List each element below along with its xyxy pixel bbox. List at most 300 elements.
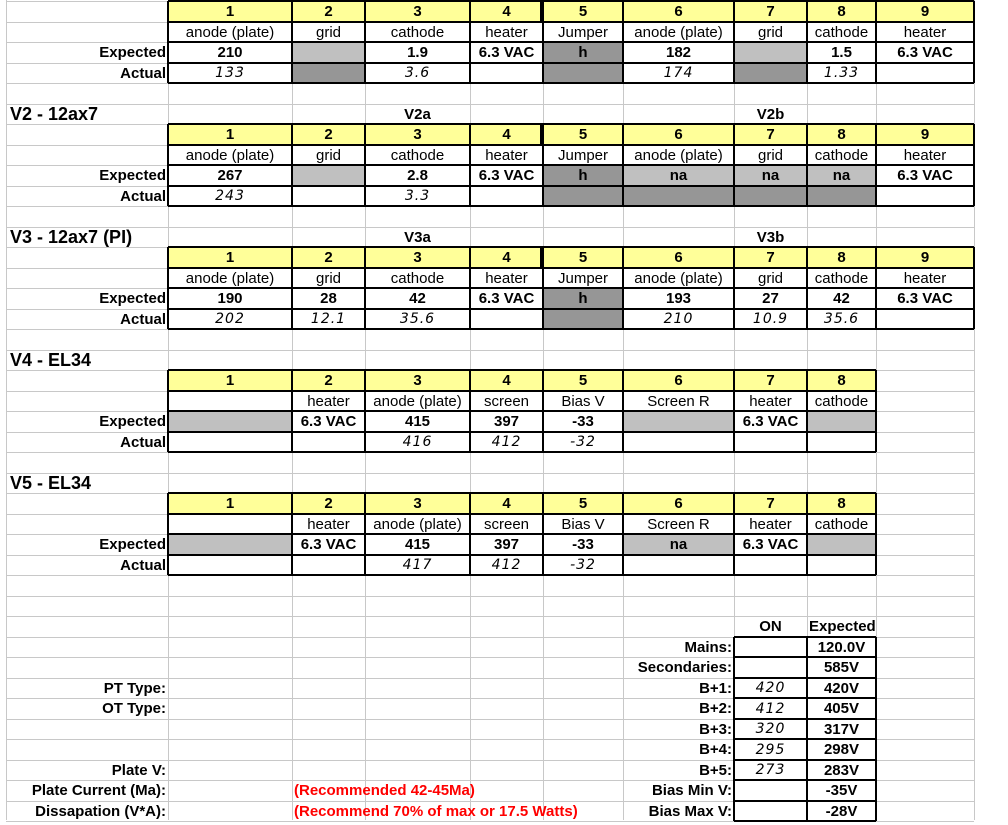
- grid-line: [806, 1, 808, 83]
- summary-label: B+3:: [699, 720, 732, 738]
- grid-line: [469, 493, 471, 575]
- grid-line: [168, 328, 974, 330]
- pin-function: cathode: [390, 146, 445, 164]
- actual-label: Actual: [120, 556, 166, 574]
- summary-label: B+5:: [699, 761, 732, 779]
- pin-function: Jumper: [557, 269, 609, 287]
- on-value[interactable]: 420: [755, 680, 786, 696]
- pin-function: [168, 391, 292, 411]
- expected-value[interactable]: na: [807, 165, 876, 186]
- actual-value[interactable]: 10.9: [752, 311, 789, 327]
- pin-function: cathode: [390, 269, 445, 287]
- pin-number: 2: [292, 370, 365, 391]
- expected-label: Expected: [99, 167, 166, 184]
- expected-value[interactable]: 415: [404, 413, 431, 430]
- expected-voltage: 120.0V: [817, 638, 866, 656]
- on-value[interactable]: 295: [755, 741, 786, 758]
- actual-value[interactable]: [623, 555, 734, 575]
- actual-value[interactable]: 35.6: [823, 311, 860, 327]
- expected-voltage: 283V: [823, 761, 860, 779]
- expected-label: Expected: [99, 44, 166, 61]
- actual-value[interactable]: [470, 309, 543, 329]
- left-label-dissipation: Dissapation (V*A):: [35, 802, 166, 820]
- pin-number: 7: [734, 124, 807, 145]
- grid-line: [167, 247, 169, 329]
- grid-line: [168, 410, 876, 412]
- expected-value[interactable]: 6.3 VAC: [897, 167, 953, 184]
- grid-line: [734, 759, 876, 761]
- actual-value[interactable]: [543, 309, 623, 329]
- actual-value[interactable]: [734, 555, 807, 575]
- grid-line: [542, 370, 544, 452]
- actual-value[interactable]: 243: [215, 188, 245, 204]
- actual-value[interactable]: [734, 186, 807, 206]
- grid-line: [622, 124, 624, 206]
- grid-line: [364, 247, 366, 329]
- left-label-plate-current: Plate Current (Ma):: [31, 782, 166, 799]
- pin-function: heater: [749, 392, 792, 410]
- expected-value[interactable]: [168, 534, 292, 555]
- expected-value[interactable]: [292, 165, 365, 186]
- expected-value[interactable]: 6.3 VAC: [300, 413, 357, 430]
- expected-value[interactable]: 28: [320, 290, 337, 307]
- pin-function: grid: [757, 23, 783, 41]
- actual-value[interactable]: [168, 432, 292, 452]
- grid-line: [806, 493, 808, 575]
- grid-line: [542, 493, 544, 575]
- expected-value[interactable]: [807, 534, 876, 555]
- section-title: V4 - EL34: [10, 350, 92, 370]
- pin-number: 7: [734, 1, 807, 22]
- pin-number: 9: [876, 1, 974, 22]
- grid-line: [364, 124, 366, 206]
- grid-line: [733, 1, 735, 83]
- grid-line: [291, 124, 293, 206]
- pin-number: 4: [470, 247, 543, 268]
- summary-label: Bias Min V:: [651, 782, 732, 799]
- expected-value[interactable]: 1.5: [831, 44, 852, 61]
- pin-number: 8: [807, 124, 876, 145]
- expected-value[interactable]: na: [734, 165, 807, 186]
- pin-number: 6: [623, 247, 734, 268]
- expected-value[interactable]: [807, 411, 876, 432]
- grid-line: [168, 513, 876, 515]
- pin-function: Jumper: [557, 23, 609, 41]
- grid-line: [168, 246, 974, 248]
- grid-line: [168, 431, 876, 433]
- grid-line: [168, 144, 974, 146]
- grid-line: [734, 738, 876, 740]
- pin-function: grid: [757, 146, 783, 164]
- summary-label: B+1:: [699, 679, 732, 697]
- summary-label: Mains:: [684, 638, 732, 656]
- expected-voltage: -28V: [825, 802, 858, 820]
- grid-line: [168, 390, 876, 392]
- expected-label: Expected: [99, 290, 166, 307]
- actual-value[interactable]: 412: [491, 434, 522, 450]
- expected-value[interactable]: h: [543, 165, 623, 186]
- expected-label: Expected: [99, 413, 166, 430]
- actual-value[interactable]: [543, 63, 623, 83]
- grid-line: [469, 1, 471, 83]
- expected-value[interactable]: [623, 411, 734, 432]
- actual-value[interactable]: [807, 432, 876, 452]
- actual-value[interactable]: [292, 63, 365, 83]
- actual-value[interactable]: [470, 63, 543, 83]
- expected-voltage: 405V: [823, 700, 860, 717]
- expected-value[interactable]: 42: [409, 290, 426, 307]
- grid-line: [6, 596, 974, 597]
- grid-line: [875, 493, 877, 575]
- on-value[interactable]: 320: [755, 721, 786, 737]
- grid-line: [168, 123, 974, 125]
- grid-line: [875, 247, 877, 329]
- grid-line: [167, 493, 169, 575]
- pin-number: 6: [623, 493, 734, 514]
- actual-value[interactable]: 417: [402, 557, 433, 573]
- half-b-label: V2b: [756, 105, 785, 123]
- grid-line: [291, 1, 293, 83]
- expected-value[interactable]: 6.3 VAC: [478, 167, 535, 184]
- summary-label: B+2:: [699, 700, 732, 717]
- actual-value[interactable]: [623, 432, 734, 452]
- expected-value[interactable]: 6.3 VAC: [742, 413, 799, 430]
- expected-label: Expected: [99, 536, 166, 553]
- pin-function: heater: [485, 146, 528, 164]
- grid-line: [733, 493, 735, 575]
- expected-value[interactable]: 6.3 VAC: [478, 44, 535, 61]
- pin-number: 1: [168, 1, 292, 22]
- grid-line: [734, 718, 876, 720]
- pin-function: anode (plate): [373, 392, 462, 410]
- pin-number: 3: [365, 1, 470, 22]
- actual-value[interactable]: [292, 432, 365, 452]
- grid-line: [974, 0, 975, 820]
- pin-function: heater: [307, 392, 350, 410]
- actual-value[interactable]: [292, 186, 365, 206]
- actual-value[interactable]: -32: [570, 434, 596, 450]
- grid-line: [734, 636, 876, 638]
- pin-function: screen: [483, 515, 530, 533]
- pin-function: cathode: [814, 515, 869, 533]
- grid-line: [622, 1, 624, 83]
- pin-number: 7: [734, 493, 807, 514]
- expected-voltage: 420V: [823, 679, 860, 697]
- grid-line: [168, 82, 974, 84]
- grid-line: [168, 492, 876, 494]
- expected-column-header: Expected: [809, 618, 876, 635]
- pin-number: 5: [543, 1, 623, 22]
- grid-line: [364, 493, 366, 575]
- actual-value[interactable]: 12.1: [310, 311, 347, 327]
- pin-number: 8: [807, 247, 876, 268]
- grid-line: [973, 247, 975, 329]
- expected-value[interactable]: 190: [217, 290, 243, 307]
- pin-function: Bias V: [561, 515, 605, 533]
- actual-value[interactable]: 1.33: [823, 65, 860, 81]
- actual-value[interactable]: [876, 309, 974, 329]
- expected-value[interactable]: -33: [572, 536, 594, 553]
- summary-label: Secondaries:: [637, 659, 732, 676]
- pin-function: cathode: [814, 392, 869, 410]
- expected-value[interactable]: 6.3 VAC: [897, 44, 953, 61]
- grid-line: [541, 1, 543, 22]
- grid-line: [622, 493, 624, 575]
- pin-number: 1: [168, 493, 292, 514]
- grid-line: [291, 247, 293, 329]
- expected-value[interactable]: na: [623, 165, 734, 186]
- actual-value[interactable]: [543, 186, 623, 206]
- pin-number: 2: [292, 247, 365, 268]
- grid-line: [734, 800, 876, 802]
- pin-function: anode (plate): [373, 515, 462, 533]
- half-a-label: V3a: [404, 228, 431, 246]
- grid-line: [734, 677, 876, 679]
- pin-number: 5: [543, 370, 623, 391]
- pin-function: anode (plate): [185, 269, 275, 287]
- grid-line: [364, 1, 366, 83]
- expected-value[interactable]: 193: [665, 290, 692, 307]
- on-value[interactable]: [734, 780, 807, 801]
- pin-number: 3: [365, 124, 470, 145]
- pin-function: grid: [757, 269, 783, 287]
- summary-label: Bias Max V:: [648, 802, 732, 820]
- pin-function: heater: [485, 23, 528, 41]
- pin-number: 1: [168, 247, 292, 268]
- grid-line: [168, 0, 974, 2]
- actual-value[interactable]: [168, 555, 292, 575]
- actual-value[interactable]: [807, 555, 876, 575]
- pin-number: 8: [807, 370, 876, 391]
- expected-value[interactable]: 42: [833, 290, 850, 307]
- expected-value[interactable]: [168, 411, 292, 432]
- grid-line: [291, 370, 293, 452]
- actual-value[interactable]: [292, 555, 365, 575]
- section-title: V3 - 12ax7 (PI): [10, 227, 133, 247]
- grid-line: [875, 1, 877, 83]
- actual-value[interactable]: 412: [491, 557, 522, 573]
- grid-line: [168, 21, 974, 23]
- grid-line: [167, 124, 169, 206]
- actual-value[interactable]: [623, 186, 734, 206]
- grid-line: [734, 697, 876, 699]
- left-label-pt: PT Type:: [103, 679, 166, 697]
- pin-number: 6: [623, 1, 734, 22]
- grid-line: [806, 124, 808, 206]
- pin-number: 9: [876, 124, 974, 145]
- pin-number: 2: [292, 124, 365, 145]
- actual-value[interactable]: 416: [402, 434, 433, 450]
- grid-line: [168, 369, 876, 371]
- pin-number: 3: [365, 493, 470, 514]
- expected-value[interactable]: 1.9: [407, 44, 428, 61]
- pin-number: 8: [807, 493, 876, 514]
- pin-function: grid: [315, 23, 341, 41]
- pin-number: 8: [807, 1, 876, 22]
- grid-line: [806, 370, 808, 452]
- pin-function: heater: [903, 23, 947, 41]
- pin-number: 5: [543, 493, 623, 514]
- grid-line: [541, 247, 543, 268]
- actual-value[interactable]: [470, 186, 543, 206]
- grid-line: [168, 164, 974, 166]
- grid-line: [364, 370, 366, 452]
- pin-number: 3: [365, 247, 470, 268]
- actual-value[interactable]: 3.3: [404, 188, 431, 204]
- pin-number: 9: [876, 247, 974, 268]
- pin-number: 6: [623, 124, 734, 145]
- expected-voltage: -35V: [825, 782, 858, 799]
- pin-function: heater: [749, 515, 792, 533]
- pin-function: anode (plate): [634, 269, 723, 287]
- pin-number: 7: [734, 247, 807, 268]
- expected-value[interactable]: 267: [217, 167, 243, 184]
- actual-value[interactable]: 174: [663, 65, 694, 81]
- pin-function: Bias V: [561, 392, 605, 410]
- on-value[interactable]: 273: [755, 762, 786, 778]
- pin-function: grid: [315, 269, 341, 287]
- pin-function: Screen R: [647, 515, 710, 533]
- grid-line: [291, 493, 293, 575]
- actual-value[interactable]: 35.6: [399, 311, 436, 327]
- expected-value[interactable]: [734, 42, 807, 63]
- actual-value[interactable]: [876, 186, 974, 206]
- pin-number: 2: [292, 493, 365, 514]
- grid-line: [973, 124, 975, 206]
- grid-line: [733, 637, 735, 821]
- pin-number: 5: [543, 124, 623, 145]
- grid-line: [168, 554, 876, 556]
- grid-line: [622, 370, 624, 452]
- grid-line: [167, 1, 169, 83]
- grid-line: [469, 124, 471, 206]
- on-value[interactable]: 412: [755, 700, 786, 717]
- expected-value[interactable]: [292, 42, 365, 63]
- expected-value[interactable]: 210: [217, 44, 243, 61]
- pin-function: Jumper: [557, 146, 609, 164]
- expected-voltage: 317V: [823, 720, 860, 738]
- pin-function: heater: [903, 269, 947, 287]
- pin-number: 1: [168, 370, 292, 391]
- grid-line: [168, 451, 876, 453]
- grid-line: [875, 124, 877, 206]
- expected-value[interactable]: 6.3 VAC: [478, 290, 535, 307]
- grid-line: [168, 308, 974, 310]
- actual-value[interactable]: 133: [215, 65, 245, 81]
- pin-number: 1: [168, 124, 292, 145]
- on-column-header: ON: [759, 618, 782, 635]
- on-value[interactable]: [734, 637, 807, 657]
- actual-value[interactable]: [734, 63, 807, 83]
- grid-line: [734, 820, 876, 822]
- expected-value[interactable]: h: [543, 288, 623, 309]
- expected-value[interactable]: 27: [762, 290, 779, 307]
- pin-function: Screen R: [647, 392, 710, 410]
- pin-function: anode (plate): [634, 23, 723, 41]
- pin-function: heater: [485, 269, 528, 287]
- pin-function: heater: [903, 146, 947, 164]
- summary-label: B+4:: [699, 741, 732, 758]
- expected-value[interactable]: 397: [493, 536, 520, 553]
- actual-value[interactable]: [734, 432, 807, 452]
- expected-value[interactable]: 2.8: [407, 167, 428, 184]
- expected-value[interactable]: 415: [404, 536, 431, 553]
- pin-function: anode (plate): [634, 146, 723, 164]
- on-value[interactable]: [734, 657, 807, 678]
- pin-function: screen: [483, 392, 530, 410]
- expected-value[interactable]: 182: [665, 44, 692, 61]
- pin-function: anode (plate): [185, 146, 275, 164]
- pin-function: cathode: [814, 23, 869, 41]
- on-value[interactable]: [734, 801, 807, 821]
- pin-number: 6: [623, 370, 734, 391]
- pin-number: 5: [543, 247, 623, 268]
- grid-line: [469, 370, 471, 452]
- actual-value[interactable]: 210: [663, 311, 694, 327]
- section-title: V5 - EL34: [10, 473, 92, 493]
- half-a-label: V2a: [404, 105, 431, 123]
- expected-value[interactable]: 6.3 VAC: [300, 536, 357, 553]
- grid-line: [734, 779, 876, 781]
- grid-line: [469, 247, 471, 329]
- pin-function: cathode: [814, 269, 869, 287]
- actual-value[interactable]: [807, 186, 876, 206]
- expected-value[interactable]: h: [543, 42, 623, 63]
- actual-value[interactable]: 202: [215, 311, 245, 327]
- expected-value[interactable]: 397: [493, 413, 520, 430]
- expected-value[interactable]: na: [623, 534, 734, 555]
- actual-value[interactable]: [876, 63, 974, 83]
- grid-line: [733, 370, 735, 452]
- grid-line: [168, 41, 974, 43]
- grid-line: [168, 574, 876, 576]
- half-b-label: V3b: [756, 228, 785, 246]
- grid-line: [168, 533, 876, 535]
- section-title: V2 - 12ax7: [10, 104, 99, 124]
- pin-function: cathode: [814, 146, 869, 164]
- pin-number: 2: [292, 1, 365, 22]
- grid-line: [734, 656, 876, 658]
- grid-line: [167, 370, 169, 452]
- expected-voltage: 298V: [823, 741, 860, 758]
- expected-value[interactable]: 6.3 VAC: [742, 536, 799, 553]
- grid-line: [733, 124, 735, 206]
- pin-number: 7: [734, 370, 807, 391]
- grid-line: [875, 637, 877, 821]
- grid-line: [806, 247, 808, 329]
- grid-line: [541, 124, 543, 145]
- grid-line: [168, 185, 974, 187]
- expected-value[interactable]: 6.3 VAC: [897, 290, 953, 307]
- left-label-ot: OT Type:: [102, 700, 166, 717]
- actual-value[interactable]: -32: [570, 557, 596, 573]
- pin-number: 4: [470, 124, 543, 145]
- actual-label: Actual: [120, 433, 166, 451]
- grid-line: [622, 247, 624, 329]
- pin-number: 4: [470, 370, 543, 391]
- actual-value[interactable]: 3.6: [404, 65, 431, 81]
- actual-label: Actual: [120, 64, 166, 82]
- note-dissipation: (Recommend 70% of max or 17.5 Watts): [294, 802, 578, 820]
- grid-line: [168, 62, 974, 64]
- expected-value[interactable]: -33: [572, 413, 594, 430]
- pin-number: 4: [470, 493, 543, 514]
- pin-function: grid: [315, 146, 341, 164]
- pin-function: [168, 514, 292, 534]
- expected-voltage: 585V: [823, 659, 860, 676]
- pin-number: 4: [470, 1, 543, 22]
- note-current: (Recommended 42-45Ma): [294, 782, 475, 799]
